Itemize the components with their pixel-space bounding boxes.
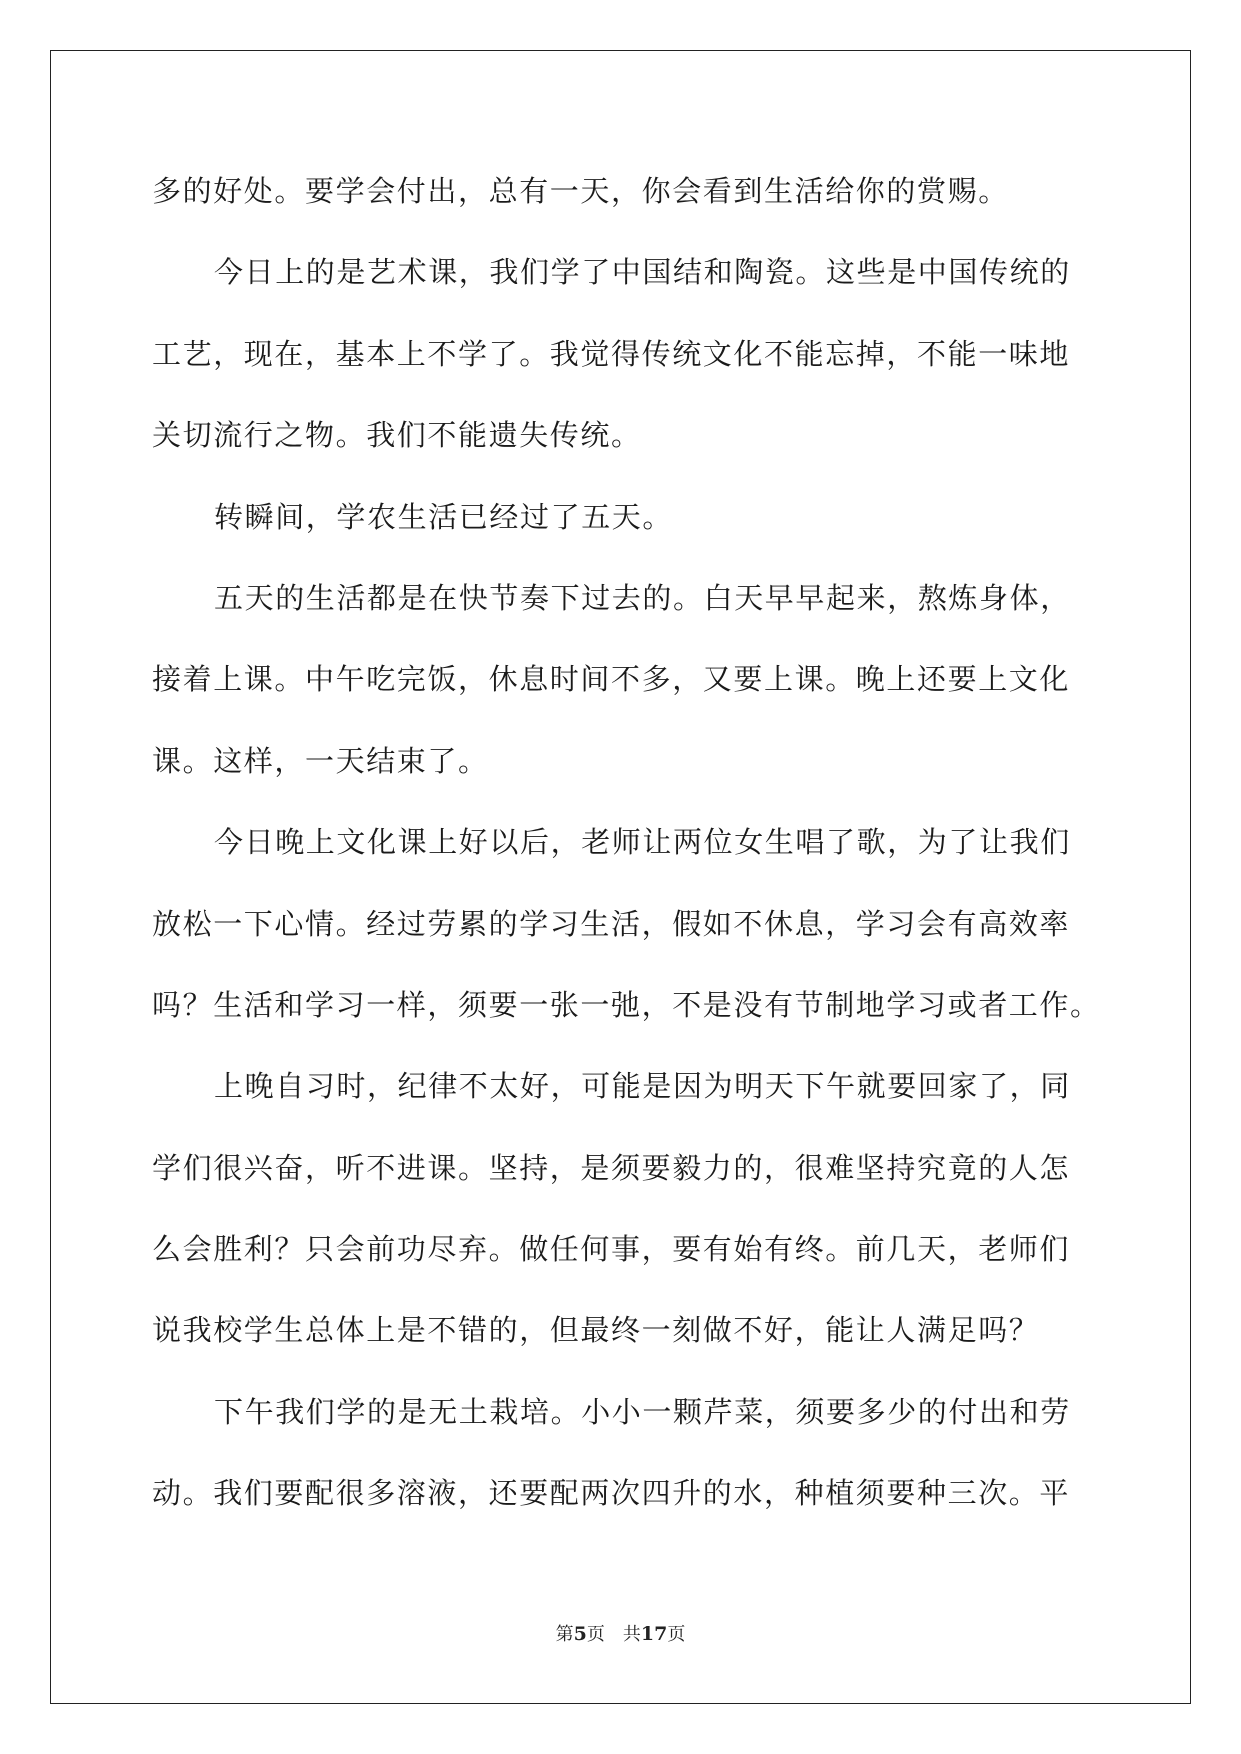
text-line: 说我校学生总体上是不错的，但最终一刻做不好，能让人满足吗？ [152, 1313, 1040, 1348]
text-line: 接着上课。中午吃完饭，休息时间不多，又要上课。晚上还要上文化 [152, 662, 1071, 697]
text-line: 下午我们学的是无土栽培。小小一颗芹菜，须要多少的付出和劳 [214, 1394, 1071, 1429]
document-body [152, 156, 1101, 1540]
total-pages: 17 [640, 1623, 668, 1645]
text-line: 工艺，现在，基本上不学了。我觉得传统文化不能忘掉，不能一味地 [152, 336, 1071, 371]
text-line: 放松一下心情。经过劳累的学习生活，假如不休息，学习会有高效率 [152, 906, 1071, 941]
text-line: 转瞬间，学农生活已经过了五天。 [214, 499, 674, 534]
text-line: 今日上的是艺术课，我们学了中国结和陶瓷。这些是中国传统的 [214, 255, 1071, 290]
text-line: 多的好处。要学会付出，总有一天，你会看到生活给你的赏赐。 [152, 174, 1009, 208]
page-prefix: 第 [555, 1624, 574, 1645]
text-line: 上晚自习时，纪律不太好，可能是因为明天下午就要回家了，同 [214, 1069, 1071, 1104]
total-prefix: 共 [622, 1624, 641, 1645]
text-line: 么会胜利？只会前功尽弃。做任何事，要有始有终。前几天，老师们 [152, 1232, 1071, 1267]
text-line: 吗？生活和学习一样，须要一张一弛，不是没有节制地学习或者工作。 [152, 987, 1101, 1022]
page-footer [0, 1620, 1241, 1646]
text-line: 五天的生活都是在快节奏下过去的。白天早早起来，熬炼身体， [214, 580, 1071, 615]
text-line: 课。这样，一天结束了。 [152, 743, 489, 778]
total-suffix: 页 [667, 1624, 686, 1645]
text-line: 学们很兴奋，听不进课。坚持，是须要毅力的，很难坚持究竟的人怎 [152, 1150, 1071, 1185]
text-line: 动。我们要配很多溶液，还要配两次四升的水，种植须要种三次。平 [152, 1476, 1071, 1511]
page-suffix: 页 [586, 1624, 605, 1645]
text-line: 关切流行之物。我们不能遗失传统。 [152, 418, 642, 453]
text-line: 今日晚上文化课上好以后，老师让两位女生唱了歌，为了让我们 [214, 825, 1071, 860]
page-number: 5 [573, 1623, 587, 1645]
